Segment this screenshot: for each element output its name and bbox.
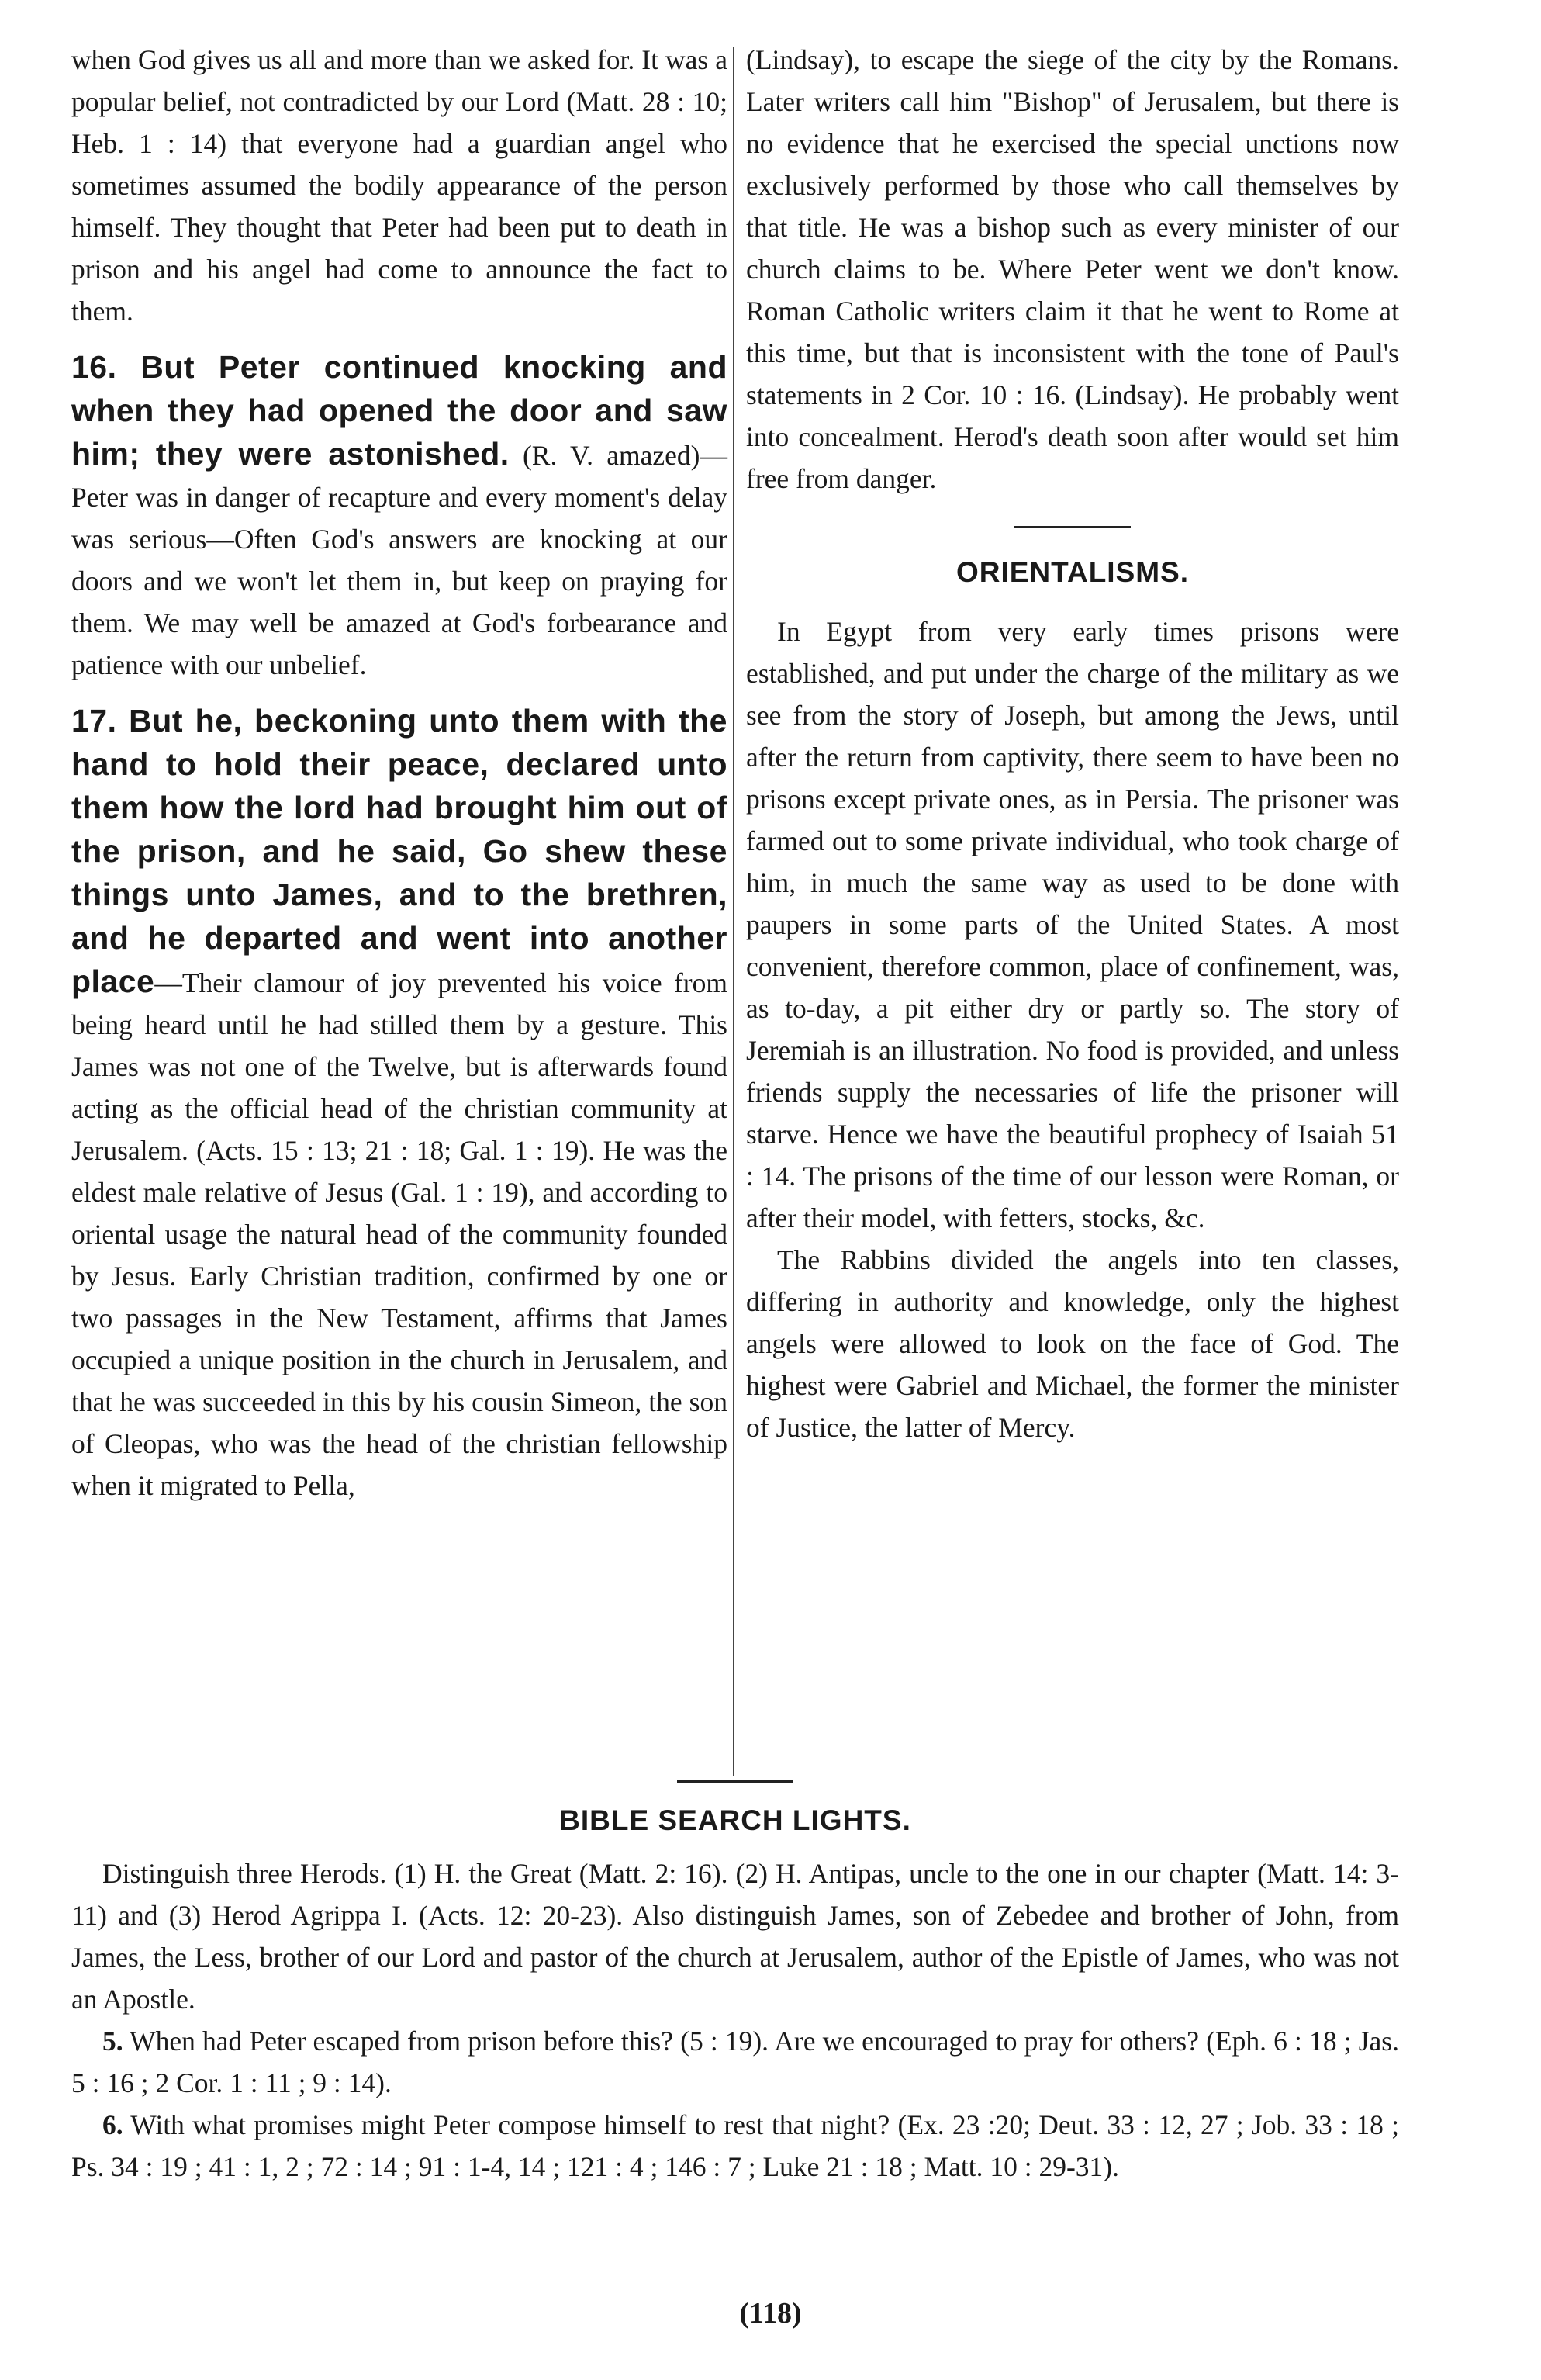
verse-17-heading: 17. But he, beckoning unto them with the hand to hold their peace, declared unto them how the lord had brought him out of the prison, and he said, Go shew these things unto James, and to the brethren, and he departed and went into another place [71,703,727,999]
verse-17 [71,700,727,1507]
paragraph-james-bishop: (Lindsay), to escape the siege of the city by the Romans. Later writers call him "Bishop" of Jerusalem, but there is no evidence that he exercised the special unctions now exclusively performed by those who call themselves by that title. He was a bishop such as every minister of our church claims to be. Where Peter went we don't know. Roman Catholic writers claim it that he went to Rome at this time, but that is inconsistent with the tone of Paul's statements in 2 Cor. 10 : 16. (Lindsay). He probably went into concealment. Herod's death soon after would set him free from danger. [746,44,1399,494]
page-number: (118) [739,2297,802,2330]
verse-17-commentary: —Their clamour of joy prevented his voice from being heard until he had stilled them by a gesture. This James was not one of the Twelve, but is afterwards found acting as the official head of the christian community at Jerusalem. (Acts. 15 : 13; 21 : 18; Gal. 1 : 19). He was the eldest male relative of Jesus (Gal. 1 : 19), and according to oriental usage the natural head of the community founded by Jesus. Early Christian tradition, confirmed by one or two passages in the New Testament, affirms that James occupied a unique position in the church in Jerusalem, and that he was succeeded in this by his cousin Simeon, the son of Cleopas, who was the head of the christian fellowship when it migrated to Pella, [71,967,727,1501]
right-column [746,39,1399,1448]
question-5-text: When had Peter escaped from prison before this? (5 : 19). Are we encouraged to pray for others? (Eph. 6 : 18 ; Jas. 5 : 16 ; 2 Cor. 1 : 11 ; 9 : 14). [71,2025,1399,2098]
verse-16 [71,346,727,686]
question-6-text: With what promises might Peter compose himself to rest that night? (Ex. 23 :20; Deut. 33 : 12, 27 ; Job. 33 : 18 ; Ps. 34 : 19 ; 41 : 1, 2 ; 72 : 14 ; 91 : 1-4, 14 ; 121 : 4 ; 146 : 7 ; Luke 21 : 18 ; Matt. 10 : 29-31). [71,2109,1399,2182]
verse-16-heading: 16. But Peter continued knocking and when they had opened the door and saw him; they were astonished. [71,349,727,472]
bible-search-section [71,1780,1399,2188]
bible-search-title: BIBLE SEARCH LIGHTS. [559,1804,911,1836]
orientalisms-prisons: In Egypt from very early times prisons were established, and put under the charge of the military as we see from the story of Joseph, but among the Jews, until after the return from captivity, there seem to have been no prisons except private ones, as in Persia. The prisoner was farmed out to some private individual, who took charge of him, in much the same way as used to be done with paupers in some parts of the United States. A most convenient, therefore common, place of confinement, was, as to-day, a pit either dry or partly so. The story of Jeremiah is an illustration. No food is provided, and unless friends supply the necessaries of life the prisoner will starve. Hence we have the beautiful prophecy of Isaiah 51 : 14. The prisons of the time of our lesson were Roman, or after their model, with fetters, stocks, &c. [746,616,1399,1233]
herods-paragraph: Distinguish three Herods. (1) H. the Great (Matt. 2: 16). (2) H. Antipas, uncle to the one in our chapter (Matt. 14: 3-11) and (3) Herod Agrippa I. (Acts. 12: 20-23). Also distinguish James, son of Zebedee and brother of John, from James, the Less, brother of our Lord and pastor of the church at Jerusalem, author of the Epistle of James, who was not an Apostle. [71,1858,1399,2015]
orientalisms-title: ORIENTALISMS. [955,556,1190,588]
left-column [71,39,727,1507]
question-5 [71,2020,1399,2104]
column-divider [733,47,734,1776]
verse-16-commentary: (R. V. amazed)—Peter was in danger of recapture and every moment's delay was serious—Often God's answers are knocking at our doors and we won't let them in, but keep on praying for them. We may well be amazed at God's forbearance and patience with our unbelief. [71,440,727,680]
paragraph-guardian-angel: when God gives us all and more than we asked for. It was a popular belief, not contradicted by our Lord (Matt. 28 : 10; Heb. 1 : 14) that everyone had a guardian angel who sometimes assumed the bodily appearance of the person himself. They thought that Peter had been put to death in prison and his angel had come to announce the fact to them. [71,44,727,327]
orientalisms-angels: The Rabbins divided the angels into ten classes, differing in authority and knowledge, only the highest angels were allowed to look on the face of God. The highest were Gabriel and Michael, the former the minister of Justice, the latter of Mercy. [746,1244,1399,1443]
question-5-number: 5. [102,2025,123,2057]
question-6 [71,2104,1399,2188]
question-6-number: 6. [102,2109,123,2140]
